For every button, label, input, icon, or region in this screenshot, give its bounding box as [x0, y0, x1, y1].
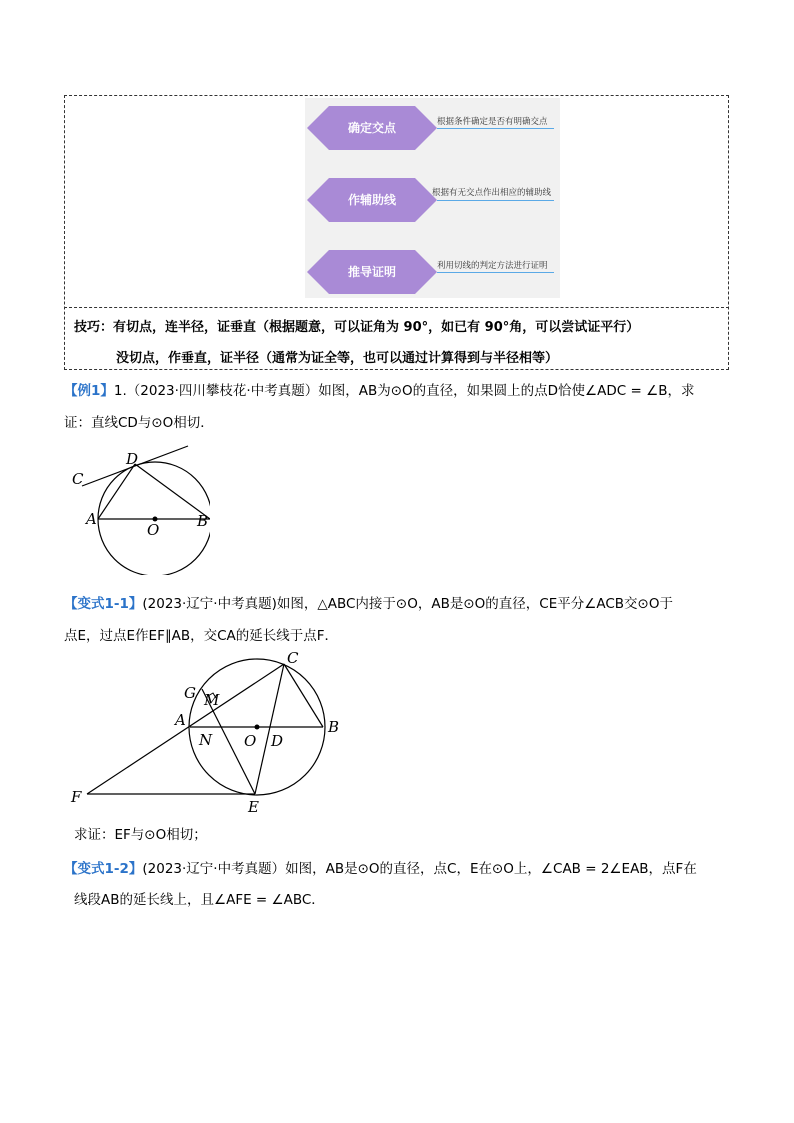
- example1-figure: [60, 440, 210, 575]
- arrow-2: [437, 200, 554, 201]
- variant1-figure: [65, 645, 355, 820]
- variant2-line1: [64, 857, 697, 877]
- example1-text1: 1.（2023·四川攀枝花·中考真题）如图，AB为⊙O的直径，如果圆上的点D恰使∠ADC = ∠B，求: [113, 383, 695, 399]
- label-B: B: [328, 718, 340, 736]
- label-D: D: [271, 732, 284, 750]
- variant2-text1: (2023·辽宁·中考真题）如图，AB是⊙O的直径，点C，E在⊙O上，∠CAB = 2∠EAB，点F在: [142, 861, 697, 877]
- variant1-line1: [64, 592, 673, 612]
- label-D: D: [126, 450, 139, 468]
- variant2-line2: 线段AB的延长线上，且∠AFE = ∠ABC．: [74, 892, 325, 908]
- variant1-prove: 求证：EF与⊙O相切；: [74, 827, 207, 843]
- label-A: A: [175, 711, 186, 729]
- label-C: C: [287, 649, 299, 667]
- label-C: C: [72, 470, 84, 488]
- arrow-1: [437, 128, 554, 129]
- flow-step-3-label: 推导证明: [347, 265, 396, 279]
- method-box-divider: [64, 307, 729, 308]
- example1-line2: 证：直线CD与⊙O相切．: [64, 415, 214, 431]
- label-O: O: [244, 732, 257, 750]
- flow-step-1-label: 确定交点: [347, 121, 396, 135]
- label-F: F: [71, 788, 82, 806]
- example1-tag: 【例1】: [64, 383, 114, 399]
- label-M: M: [204, 691, 220, 709]
- flow-step-1-note: 根据条件确定是否有明确交点: [437, 117, 548, 127]
- variant2-tag: 【变式1-2】: [64, 861, 143, 877]
- flow-step-3-note: 利用切线的判定方法进行证明: [437, 261, 548, 271]
- example1-line1: [64, 379, 694, 399]
- label-N: N: [199, 731, 213, 749]
- label-B: B: [197, 512, 209, 530]
- variant1-line2: 点E，过点E作EF∥AB，交CA的延长线于点F．: [64, 628, 339, 644]
- flow-step-2-note: 根据有无交点作出相应的辅助线: [432, 188, 552, 198]
- label-O: O: [147, 521, 160, 539]
- tip-line-1: 技巧：有切点，连半径，证垂直（根据题意，可以证角为 90°，如已有 90°角，可以尝试证平行）: [74, 320, 640, 335]
- flow-step-2-label: 作辅助线: [347, 193, 396, 207]
- flow-step-1: [307, 106, 437, 150]
- variant1-text1: (2023·辽宁·中考真题)如图，△ABC内接于⊙O，AB是⊙O的直径，CE平分∠ACB交⊙O于: [142, 596, 673, 612]
- flow-step-3: [307, 250, 437, 294]
- label-A: A: [86, 510, 97, 528]
- tip-line-2: 没切点，作垂直，证半径（通常为证全等，也可以通过计算得到与半径相等）: [116, 351, 559, 366]
- arrow-3: [437, 272, 554, 273]
- label-E: E: [248, 798, 259, 816]
- flow-step-2: [307, 178, 437, 222]
- label-G: G: [184, 684, 196, 702]
- variant1-tag: 【变式1-1】: [64, 596, 143, 612]
